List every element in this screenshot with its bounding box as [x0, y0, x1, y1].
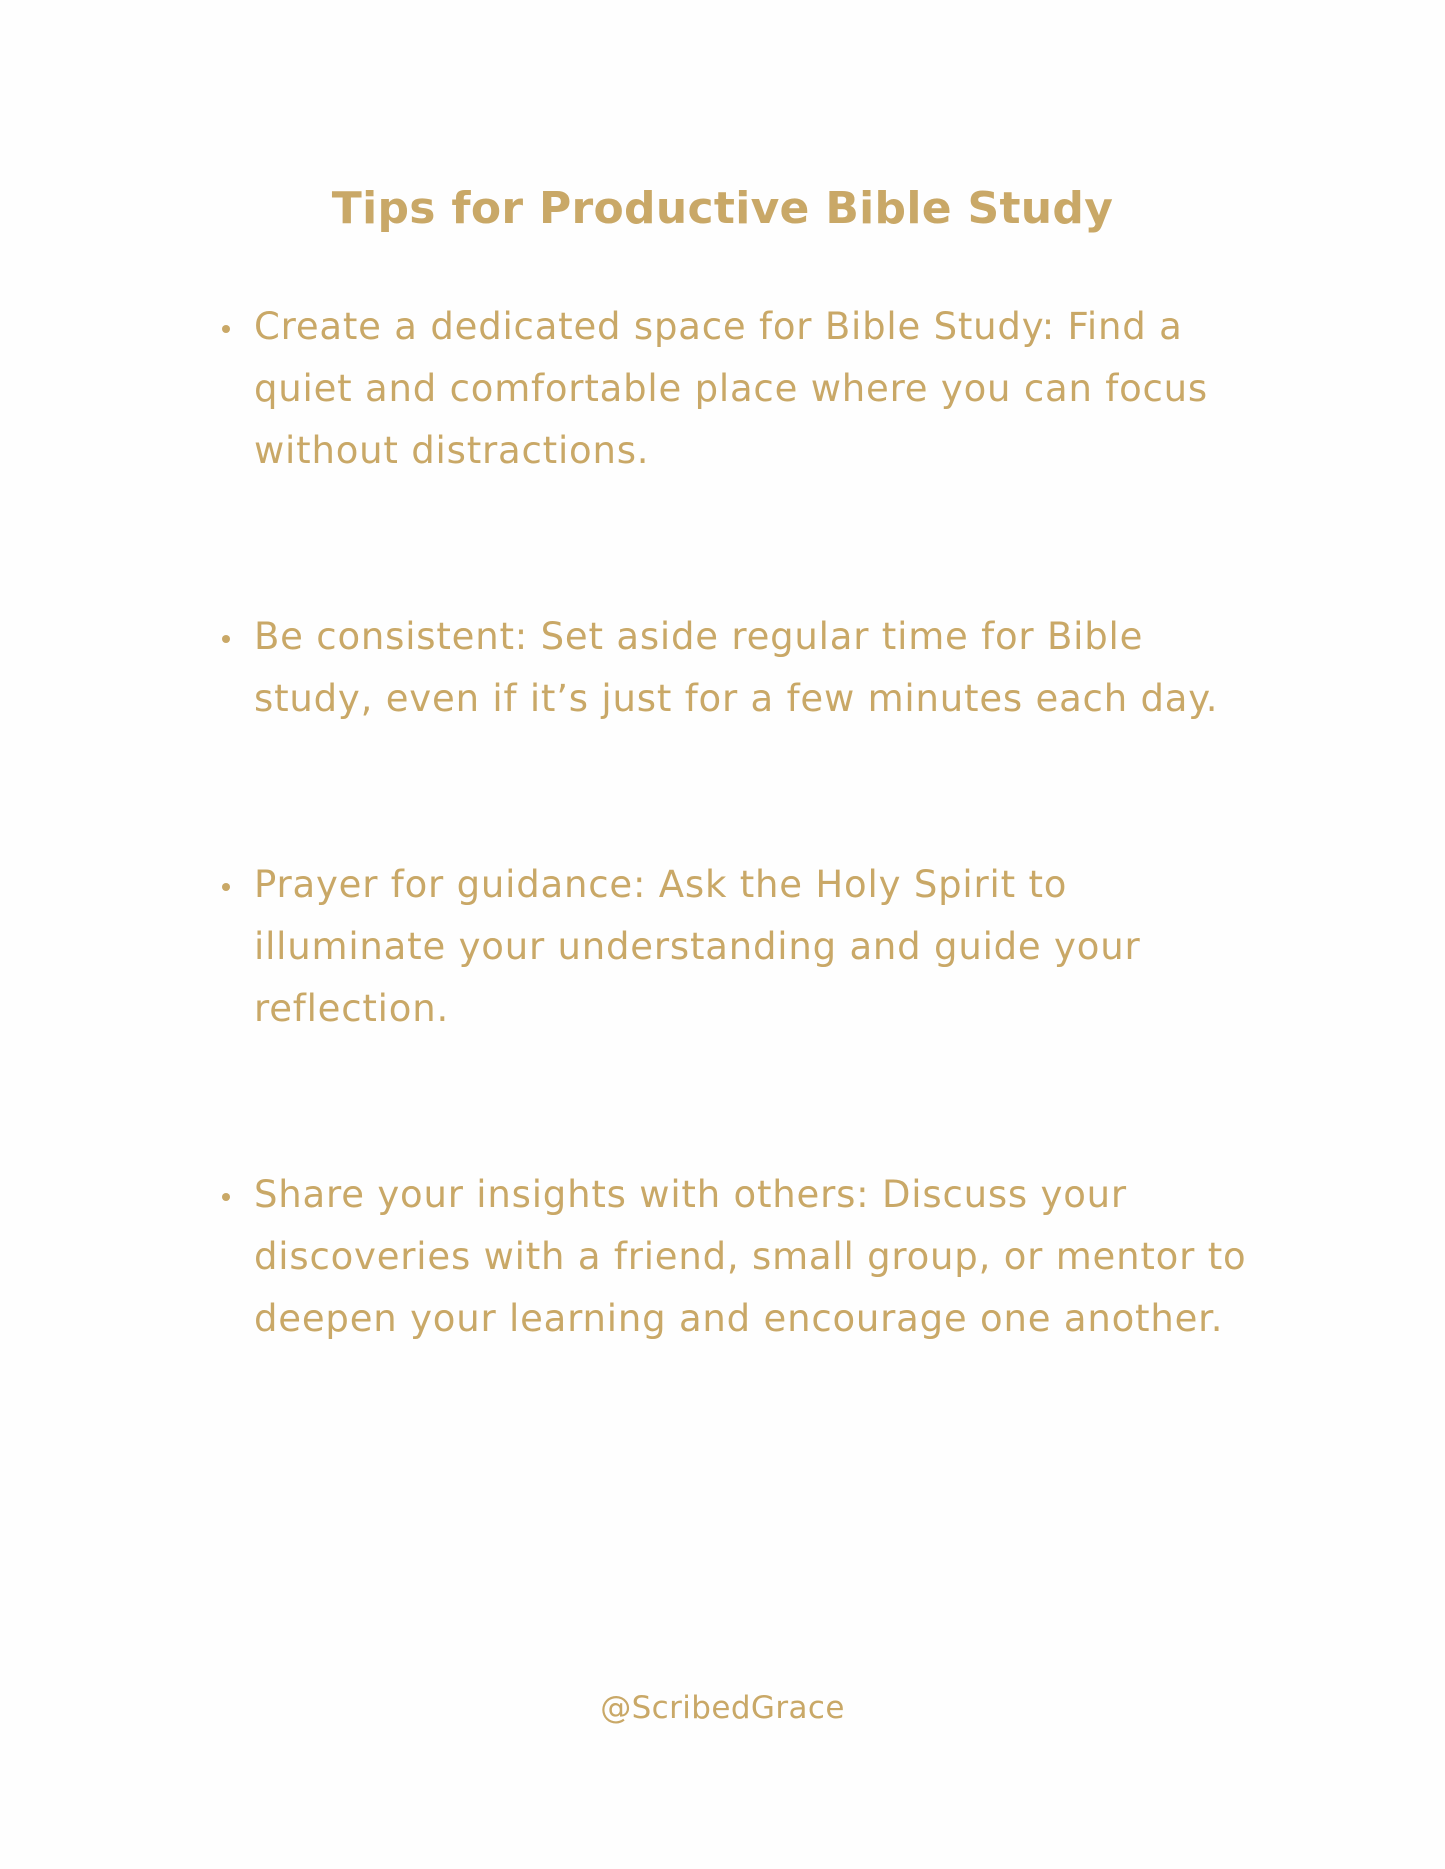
tip-item-dedicated-space: Create a dedicated space for Bible Study: Find a quiet and comfortable place where you can focus without distractions.: [254, 296, 1254, 482]
page-title: Tips for Productive Bible Study: [331, 183, 1114, 234]
tip-item-be-consistent: Be consistent: Set aside regular time for Bible study, even if it’s just for a few minutes each day.: [254, 606, 1254, 730]
tips-list: [254, 296, 1254, 1474]
social-handle: @ScribedGrace: [600, 1690, 845, 1726]
tip-item-prayer: Prayer for guidance: Ask the Holy Spirit to illuminate your understanding and guide your reflection.: [254, 854, 1254, 1040]
tip-item-share-insights: Share your insights with others: Discuss your discoveries with a friend, small group, or mentor to deepen your learning and encourage one another.: [254, 1164, 1254, 1350]
